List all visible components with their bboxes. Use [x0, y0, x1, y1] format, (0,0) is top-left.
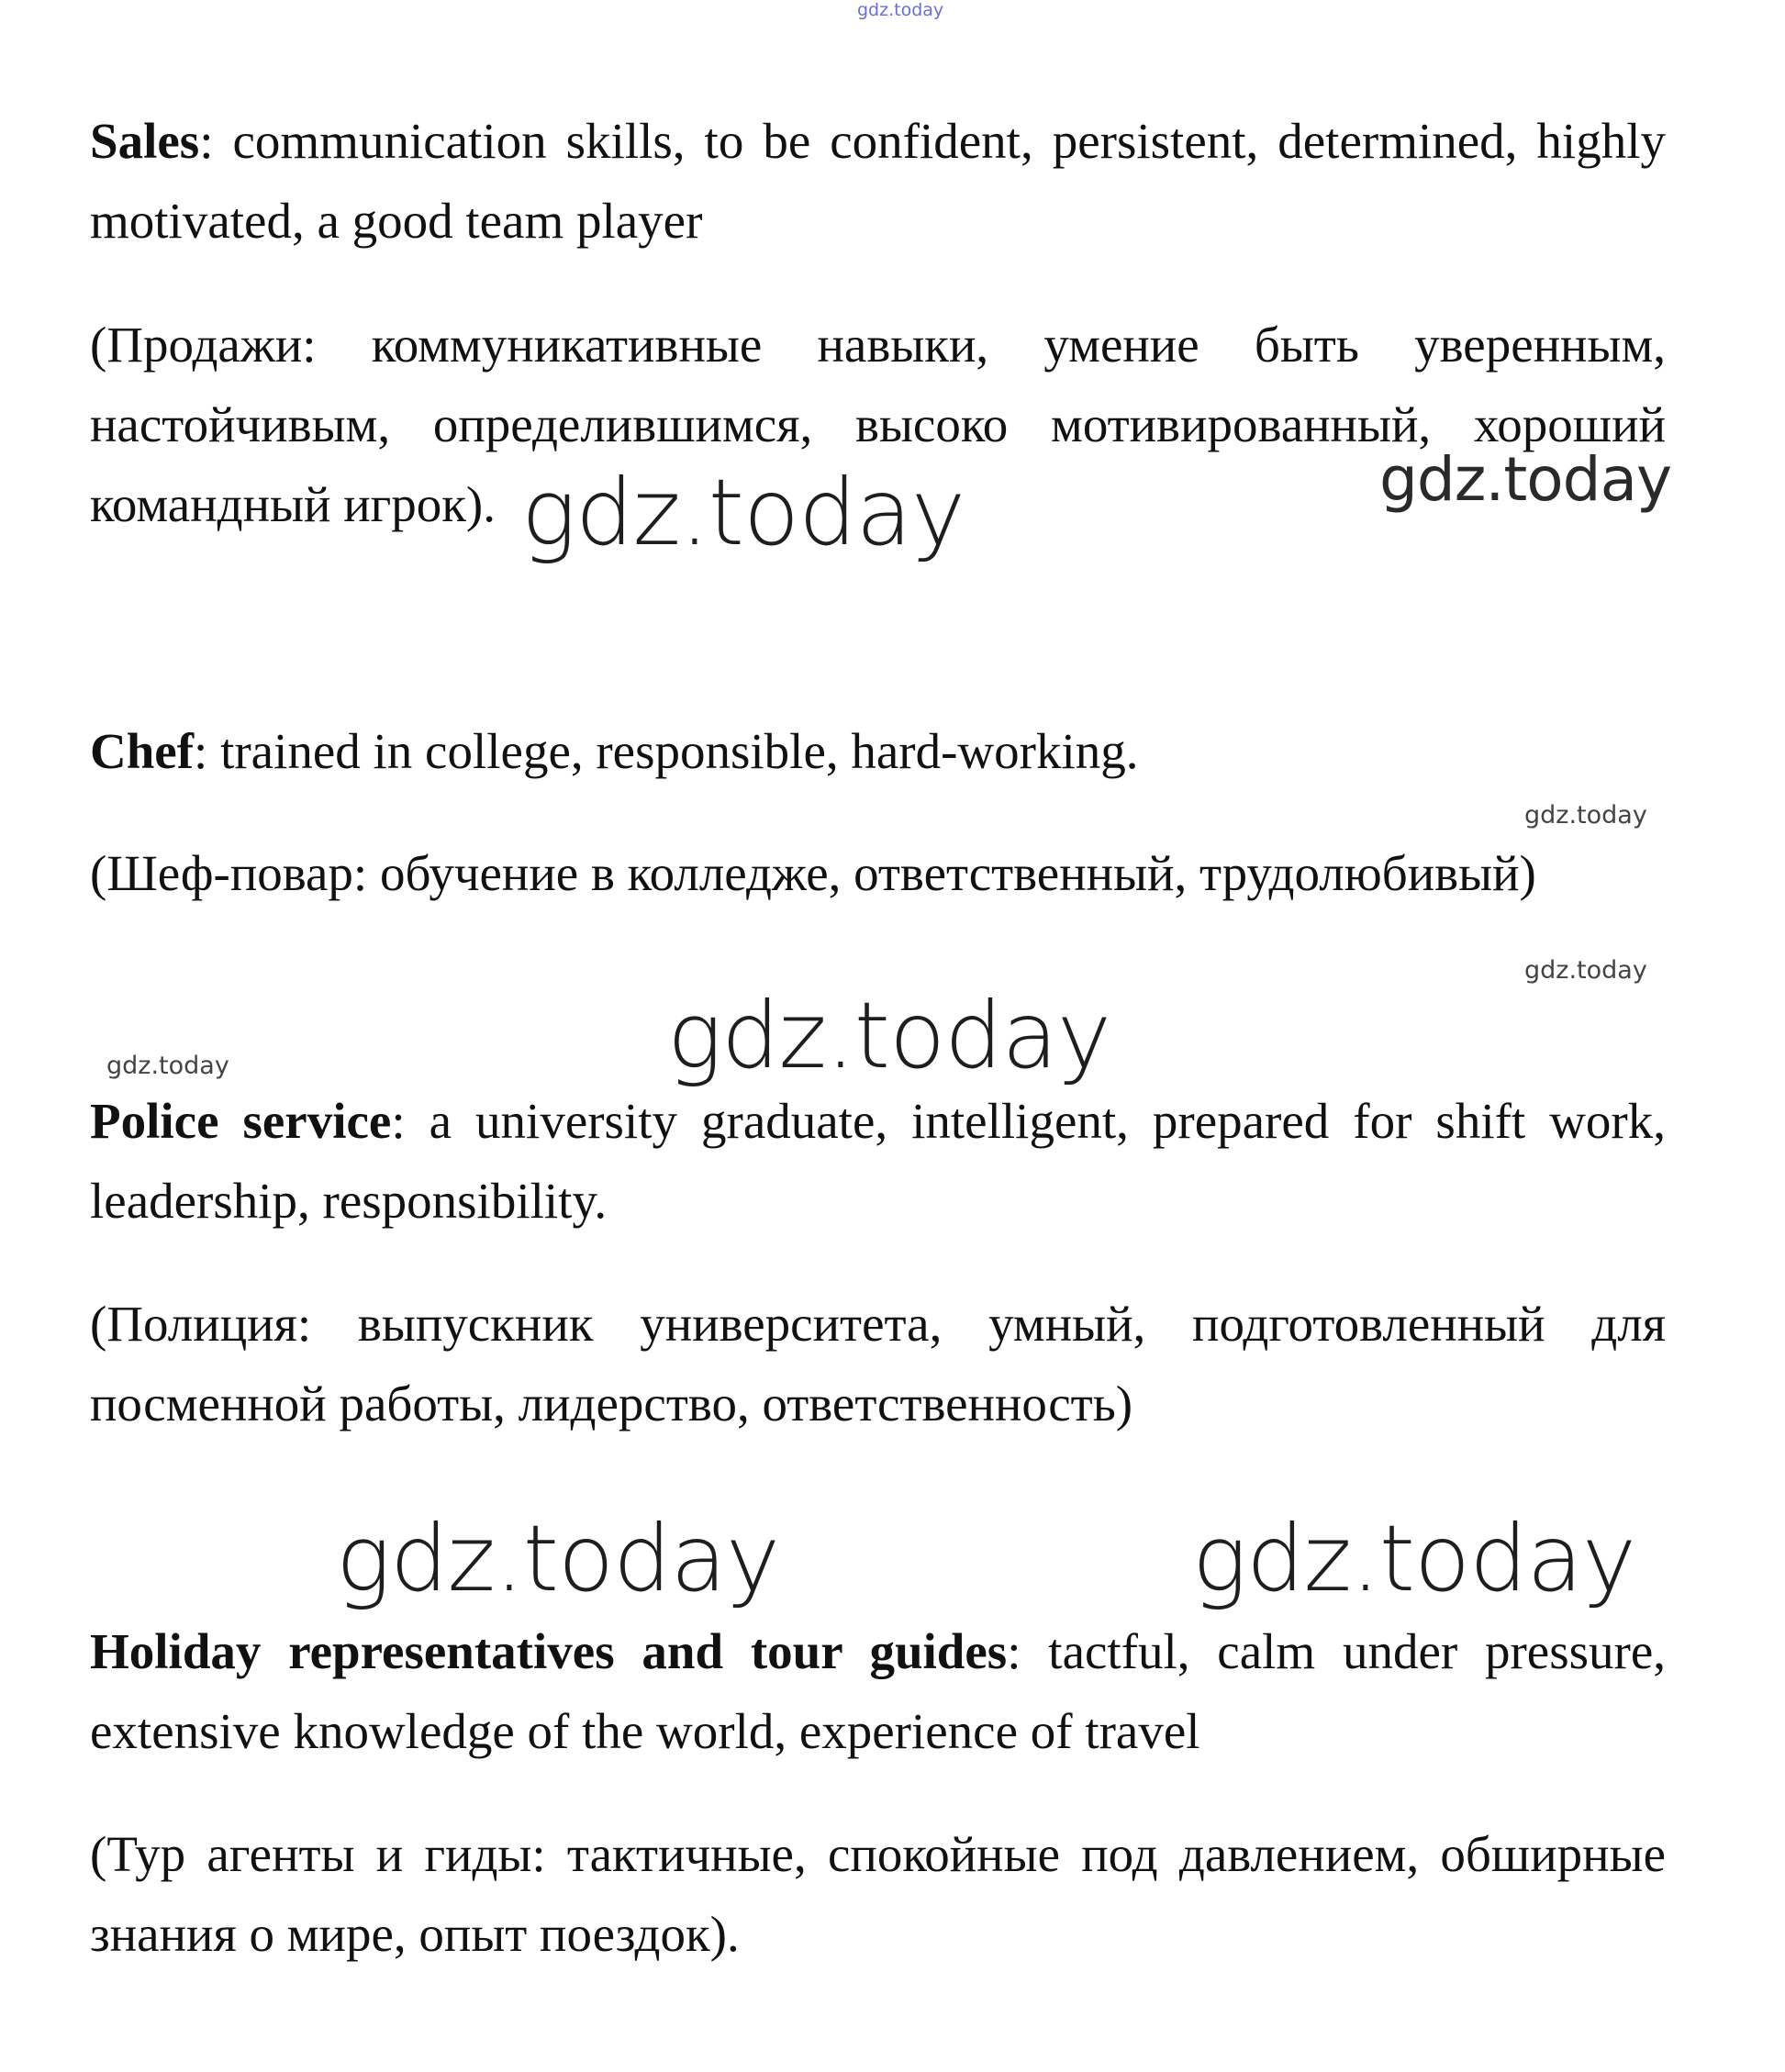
chef-term: Chef — [90, 723, 195, 779]
watermark: gdz.today — [1192, 1505, 1636, 1612]
chef-russian: (Шеф-повар: обучение в колледже, ответственный, трудолюбивый) — [90, 845, 1536, 901]
watermark: gdz.today — [336, 1505, 780, 1612]
sales-term: Sales — [90, 113, 200, 169]
police-russian: (Полиция: выпускник университета, умный, подготовленный для посменной работы, лидерство, ответственность) — [90, 1296, 1666, 1431]
police-term: Police service — [90, 1093, 392, 1149]
chef-english — [90, 711, 1666, 791]
chef-description: : trained in college, responsible, hard-working. — [194, 723, 1139, 779]
watermark: gdz.today — [1524, 956, 1647, 985]
holiday-english — [90, 1611, 1666, 1771]
watermark-top: gdz.today — [857, 0, 944, 20]
sales-description: : communication skills, to be confident, persistent, determined, highly motivated, a good team player — [90, 113, 1666, 249]
sales-russian: (Продажи: коммуникативные навыки, умение быть уверенным, настойчивым, определившимся, высоко мотивированный, хороший командный игрок). — [90, 317, 1666, 532]
watermark: gdz.today — [521, 459, 965, 566]
sales-english — [90, 101, 1666, 261]
watermark: gdz.today — [106, 1052, 229, 1080]
watermark: gdz.today — [667, 982, 1111, 1089]
holiday-term: Holiday representatives and tour guides — [90, 1623, 1008, 1679]
police-english — [90, 1081, 1666, 1241]
watermark: gdz.today — [1524, 801, 1647, 830]
watermark: gdz.today — [1379, 444, 1672, 515]
holiday-description: : tactful, calm under pressure, extensive knowledge of the world, experience of travel — [90, 1623, 1666, 1759]
police-description: : a university graduate, intelligent, prepared for shift work, leadership, responsibility. — [90, 1093, 1666, 1229]
holiday-russian: (Тур агенты и гиды: тактичные, спокойные под давлением, обширные знания о мире, опыт поездок). — [90, 1826, 1666, 1962]
